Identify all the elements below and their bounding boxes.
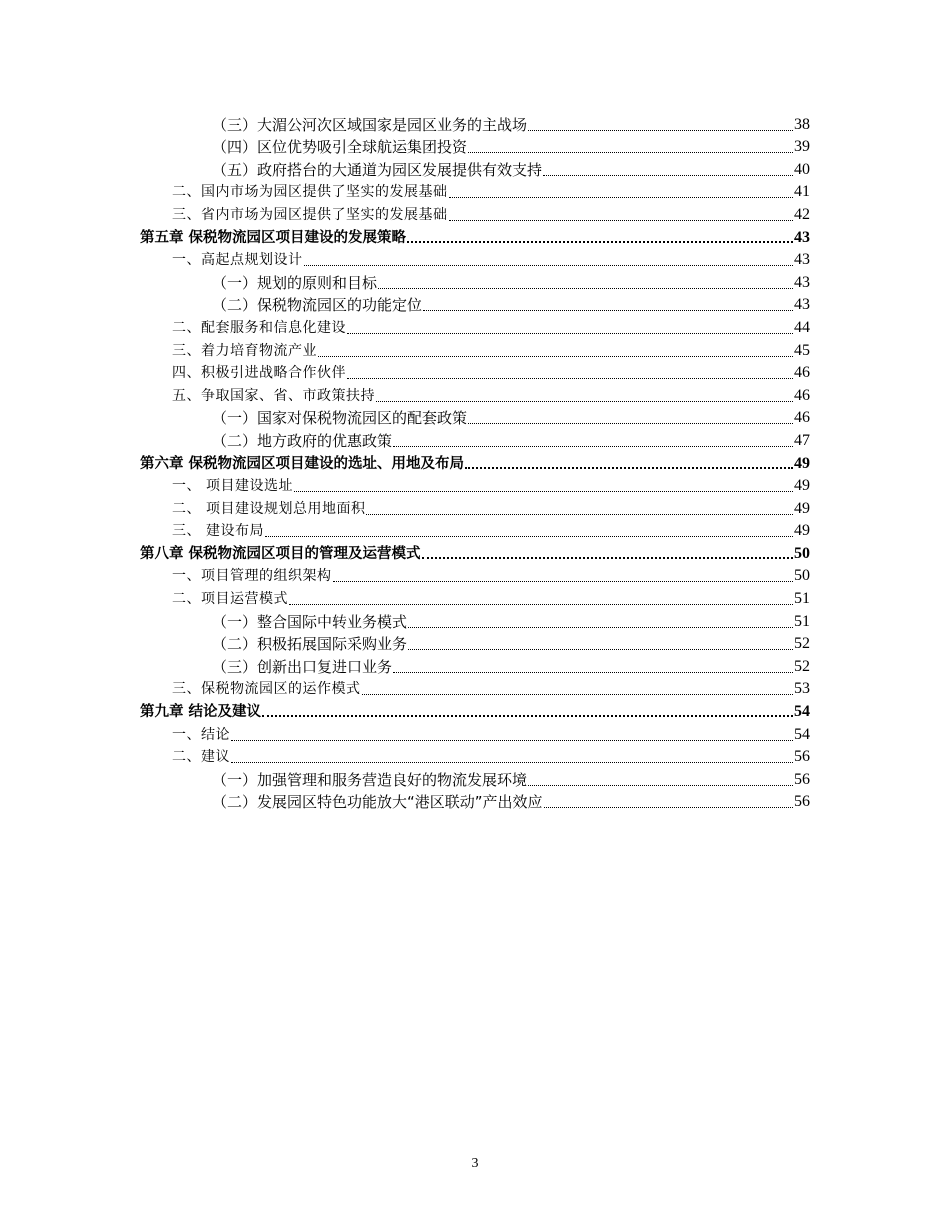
- toc-entry-title: 一、项目管理的组织架构: [172, 568, 332, 585]
- dot-leader: [528, 129, 793, 131]
- toc-entry-page: 56: [794, 793, 810, 811]
- toc-section-entry[interactable]: [140, 497, 810, 520]
- dot-leader: [468, 151, 793, 153]
- toc-entry-title: （二）发展园区特色功能放大“港区联动”产出效应: [212, 793, 543, 812]
- toc-chapter-entry[interactable]: [140, 700, 810, 723]
- toc-subsection-entry[interactable]: [140, 633, 810, 656]
- toc-entry-title: （三）创新出口复进口业务: [212, 657, 393, 676]
- toc-section-entry[interactable]: [140, 181, 810, 204]
- toc-entry-page: 52: [794, 635, 810, 653]
- toc-entry-page: 49: [794, 477, 810, 495]
- toc-entry-title: 二、配套服务和信息化建设: [172, 319, 346, 336]
- dot-leader: [528, 784, 793, 786]
- dot-leader: [393, 445, 793, 447]
- toc-entry-page: 56: [794, 770, 810, 788]
- toc-entry-title: 一、结论: [172, 726, 230, 743]
- dot-leader: [449, 219, 794, 221]
- toc-subsection-entry[interactable]: [140, 610, 810, 633]
- toc-entry-page: 47: [794, 431, 810, 449]
- toc-subsection-entry[interactable]: [140, 791, 810, 814]
- toc-entry-title: （二）保税物流园区的功能定位: [212, 296, 423, 315]
- dot-leader: [333, 580, 794, 582]
- toc-section-entry[interactable]: [140, 384, 810, 407]
- dot-leader: [318, 355, 793, 357]
- dot-leader: [376, 400, 793, 402]
- table-of-contents: [140, 113, 810, 813]
- dot-leader: [465, 466, 793, 469]
- toc-entry-page: 44: [794, 318, 810, 336]
- dot-leader: [262, 714, 793, 717]
- toc-entry-page: 54: [794, 725, 810, 743]
- toc-section-entry[interactable]: [140, 678, 810, 701]
- dot-leader: [289, 603, 793, 605]
- toc-entry-page: 54: [794, 703, 810, 721]
- dot-leader: [304, 264, 794, 266]
- dot-leader: [407, 240, 793, 243]
- toc-section-entry[interactable]: [140, 475, 810, 498]
- toc-section-entry[interactable]: [140, 203, 810, 226]
- toc-entry-title: 二、项目运营模式: [172, 591, 288, 608]
- toc-entry-page: 46: [794, 409, 810, 427]
- toc-subsection-entry[interactable]: [140, 136, 810, 159]
- toc-entry-page: 43: [794, 251, 810, 269]
- toc-entry-page: 42: [794, 205, 810, 223]
- toc-entry-page: 49: [794, 499, 810, 517]
- toc-subsection-entry[interactable]: [140, 113, 810, 136]
- toc-subsection-entry[interactable]: [140, 294, 810, 317]
- toc-entry-title: 第八章 保税物流园区项目的管理及运营模式: [140, 545, 421, 562]
- toc-subsection-entry[interactable]: [140, 768, 810, 791]
- toc-section-entry[interactable]: [140, 316, 810, 339]
- dot-leader: [265, 535, 793, 537]
- toc-entry-title: （一）整合国际中转业务模式: [212, 612, 408, 631]
- dot-leader: [366, 513, 793, 515]
- toc-entry-title: （一）规划的原则和目标: [212, 273, 378, 292]
- toc-entry-page: 39: [794, 138, 810, 156]
- dot-leader: [543, 174, 793, 176]
- toc-entry-page: 49: [794, 522, 810, 540]
- toc-chapter-entry[interactable]: [140, 542, 810, 565]
- toc-entry-title: （一）国家对保税物流园区的配套政策: [212, 409, 468, 428]
- toc-entry-title: （四）区位优势吸引全球航运集团投资: [212, 138, 468, 157]
- toc-entry-title: （二）积极拓展国际采购业务: [212, 635, 408, 654]
- toc-entry-page: 49: [794, 454, 810, 472]
- dot-leader: [347, 377, 793, 379]
- toc-subsection-entry[interactable]: [140, 655, 810, 678]
- dot-leader: [544, 806, 793, 808]
- toc-section-entry[interactable]: [140, 249, 810, 272]
- toc-entry-title: 一、 项目建设选址: [172, 478, 293, 495]
- dot-leader: [378, 287, 793, 289]
- dot-leader: [231, 761, 793, 763]
- toc-entry-title: 二、国内市场为园区提供了坚实的发展基础: [172, 184, 448, 201]
- dot-leader: [393, 671, 793, 673]
- toc-entry-title: 三、 建设布局: [172, 523, 264, 540]
- dot-leader: [468, 422, 793, 424]
- toc-subsection-entry[interactable]: [140, 407, 810, 430]
- toc-entry-title: （一）加强管理和服务营造良好的物流发展环境: [212, 770, 528, 789]
- toc-entry-page: 40: [794, 160, 810, 178]
- toc-entry-title: 一、高起点规划设计: [172, 252, 303, 269]
- toc-entry-page: 43: [794, 228, 810, 246]
- dot-leader: [294, 490, 793, 492]
- toc-section-entry[interactable]: [140, 339, 810, 362]
- dot-leader: [423, 309, 793, 311]
- toc-entry-page: 51: [794, 590, 810, 608]
- dot-leader: [347, 332, 793, 334]
- page-number: 3: [471, 1156, 479, 1171]
- toc-subsection-entry[interactable]: [140, 158, 810, 181]
- toc-entry-page: 43: [794, 273, 810, 291]
- toc-entry-title: 四、积极引进战略合作伙伴: [172, 365, 346, 382]
- toc-entry-title: 第六章 保税物流园区项目建设的选址、用地及布局: [140, 455, 465, 472]
- toc-entry-page: 46: [794, 386, 810, 404]
- toc-entry-title: 第九章 结论及建议: [140, 704, 262, 721]
- toc-entry-title: （五）政府搭台的大通道为园区发展提供有效支持: [212, 160, 543, 179]
- toc-entry-page: 43: [794, 296, 810, 314]
- toc-entry-title: 二、 项目建设规划总用地面积: [172, 500, 366, 517]
- toc-entry-title: 三、保税物流园区的运作模式: [172, 681, 361, 698]
- toc-entry-page: 38: [794, 115, 810, 133]
- toc-section-entry[interactable]: [140, 746, 810, 769]
- toc-chapter-entry[interactable]: [140, 226, 810, 249]
- toc-entry-title: 五、争取国家、省、市政策扶持: [172, 387, 375, 404]
- toc-section-entry[interactable]: [140, 520, 810, 543]
- toc-entry-page: 56: [794, 748, 810, 766]
- dot-leader: [362, 693, 794, 695]
- toc-entry-page: 52: [794, 657, 810, 675]
- toc-entry-page: 45: [794, 341, 810, 359]
- toc-chapter-entry[interactable]: [140, 452, 810, 475]
- toc-section-entry[interactable]: [140, 362, 810, 385]
- toc-entry-title: （三）大湄公河次区域国家是园区业务的主战场: [212, 115, 528, 134]
- toc-section-entry[interactable]: [140, 723, 810, 746]
- toc-section-entry[interactable]: [140, 587, 810, 610]
- toc-entry-title: 三、省内市场为园区提供了坚实的发展基础: [172, 206, 448, 223]
- toc-section-entry[interactable]: [140, 565, 810, 588]
- dot-leader: [422, 556, 793, 559]
- dot-leader: [449, 196, 794, 198]
- toc-entry-page: 51: [794, 612, 810, 630]
- toc-subsection-entry[interactable]: [140, 429, 810, 452]
- dot-leader: [408, 648, 793, 650]
- toc-entry-title: （二）地方政府的优惠政策: [212, 431, 393, 450]
- toc-subsection-entry[interactable]: [140, 271, 810, 294]
- toc-entry-title: 三、着力培育物流产业: [172, 342, 317, 359]
- dot-leader: [408, 626, 793, 628]
- toc-entry-title: 第五章 保税物流园区项目建设的发展策略: [140, 229, 407, 246]
- toc-entry-page: 41: [794, 183, 810, 201]
- toc-entry-page: 50: [794, 567, 810, 585]
- toc-entry-page: 53: [794, 680, 810, 698]
- toc-entry-page: 46: [794, 364, 810, 382]
- toc-entry-title: 二、建议: [172, 749, 230, 766]
- toc-entry-page: 50: [794, 544, 810, 562]
- dot-leader: [231, 739, 793, 741]
